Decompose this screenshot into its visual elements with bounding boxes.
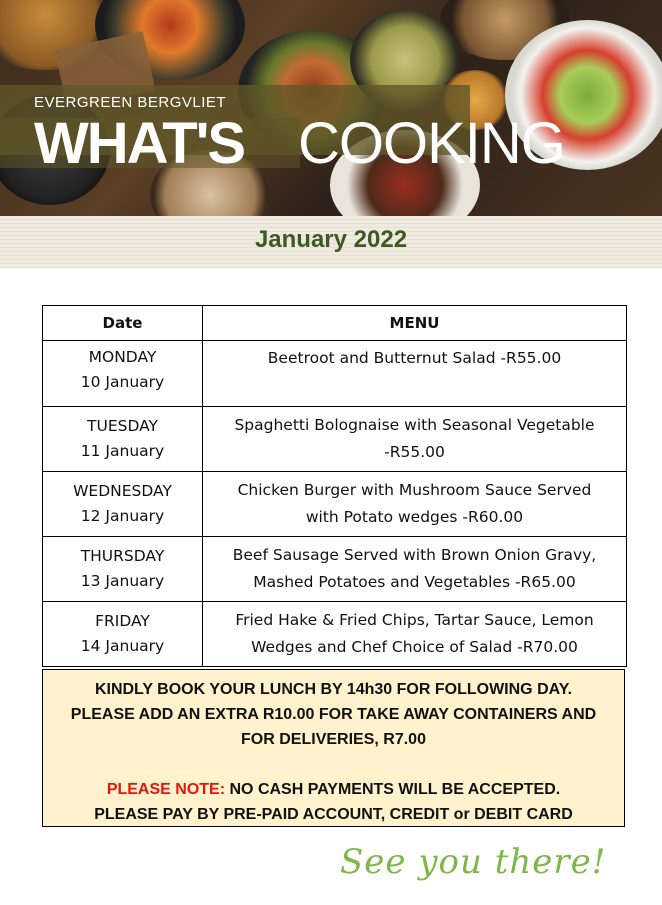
booking-notice xyxy=(42,669,625,827)
date-cell xyxy=(43,537,203,602)
menu-item-line: with Potato wedges -R60.00 xyxy=(305,508,524,526)
note-text: NO CASH PAYMENTS WILL BE ACCEPTED. xyxy=(225,781,561,798)
table-row xyxy=(43,341,627,407)
menu-item-line: Beef Sausage Served with Brown Onion Gravy, xyxy=(232,546,597,564)
table-row xyxy=(43,537,627,602)
menu-item-cell xyxy=(203,472,627,537)
signoff-text: See you there! xyxy=(340,842,607,882)
menu-item-line: Wedges and Chef Choice of Salad -R70.00 xyxy=(251,638,578,656)
notice-spacer xyxy=(43,752,624,777)
day-name: FRIDAY xyxy=(95,612,150,630)
menu-item-line: -R55.00 xyxy=(384,443,445,461)
table-row xyxy=(43,602,627,667)
menu-table xyxy=(42,305,627,667)
table-row xyxy=(43,472,627,537)
date-cell xyxy=(43,341,203,407)
menu-item-cell xyxy=(203,407,627,472)
menu-item-cell xyxy=(203,341,627,407)
notice-line: KINDLY BOOK YOUR LUNCH BY 14h30 FOR FOLLOWING DAY. xyxy=(94,681,573,698)
notice-line: PLEASE ADD AN EXTRA R10.00 FOR TAKE AWAY CONTAINERS AND xyxy=(70,706,597,723)
menu-column-header: MENU xyxy=(203,306,627,341)
table-row xyxy=(43,407,627,472)
brand-subtitle: EVERGREEN BERGVLIET xyxy=(34,94,227,111)
notice-line: PLEASE PAY BY PRE-PAID ACCOUNT, CREDIT or DEBIT CARD xyxy=(94,806,573,823)
day-date: 10 January xyxy=(80,373,165,391)
menu-item-line: Spaghetti Bolognaise with Seasonal Vegetable xyxy=(234,416,595,434)
day-date: 12 January xyxy=(80,507,165,525)
menu-item-line: Chicken Burger with Mushroom Sauce Served xyxy=(237,481,592,499)
brand-title-bold: WHAT'S xyxy=(34,111,245,176)
day-date: 11 January xyxy=(80,442,165,460)
table-header-row xyxy=(43,306,627,341)
date-column-header: Date xyxy=(43,306,203,341)
menu-item-line: Beetroot and Butternut Salad -R55.00 xyxy=(267,349,562,367)
day-name: TUESDAY xyxy=(87,417,158,435)
date-cell xyxy=(43,472,203,537)
menu-item-cell xyxy=(203,537,627,602)
day-name: WEDNESDAY xyxy=(73,482,172,500)
day-date: 13 January xyxy=(80,572,165,590)
day-name: MONDAY xyxy=(88,348,157,366)
day-name: THURSDAY xyxy=(80,547,165,565)
month-title: January 2022 xyxy=(254,226,408,253)
date-cell xyxy=(43,602,203,667)
brand-title-light: COOKING xyxy=(298,111,565,176)
menu-item-line: Fried Hake & Fried Chips, Tartar Sauce, Lemon xyxy=(235,611,594,629)
notice-line: FOR DELIVERIES, R7.00 xyxy=(241,731,426,748)
menu-item-line: Mashed Potatoes and Vegetables -R65.00 xyxy=(253,573,576,591)
note-label: PLEASE NOTE: xyxy=(106,781,226,798)
day-date: 14 January xyxy=(80,637,165,655)
menu-item-cell xyxy=(203,602,627,667)
payment-note xyxy=(43,777,624,802)
date-cell xyxy=(43,407,203,472)
header-banner xyxy=(0,0,662,216)
